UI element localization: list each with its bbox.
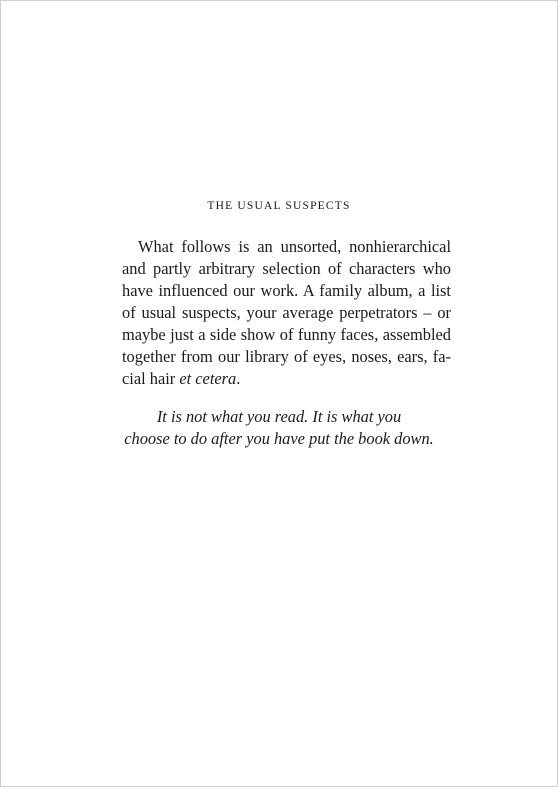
paragraph-last-line-suffix: . — [236, 369, 241, 388]
paragraph-last-line-prefix: cial hair — [122, 369, 180, 388]
paragraph-last-line — [122, 368, 451, 390]
paragraph-line: What follows is an unsorted, nonhierarchical — [138, 237, 451, 256]
paragraph-line: have influenced our work. A family album, a list — [122, 281, 451, 300]
paragraph-line: and partly arbitrary selection of characters who — [122, 259, 451, 278]
body-paragraph — [122, 236, 451, 390]
paragraph-last-line-italic: et cetera — [179, 369, 237, 388]
section-heading: THE USUAL SUSPECTS — [207, 200, 351, 212]
paragraph-line: together from our library of eyes, noses, ears, fa- — [122, 347, 451, 366]
quote-line: It is not what you read. It is what you — [156, 407, 402, 426]
quote-line: choose to do after you have put the book down. — [124, 429, 434, 448]
paragraph-line: of usual suspects, your average perpetrators – or — [122, 303, 451, 322]
paragraph-line: maybe just a side show of funny faces, assembled — [122, 325, 451, 344]
epigraph-quote — [1, 406, 557, 450]
